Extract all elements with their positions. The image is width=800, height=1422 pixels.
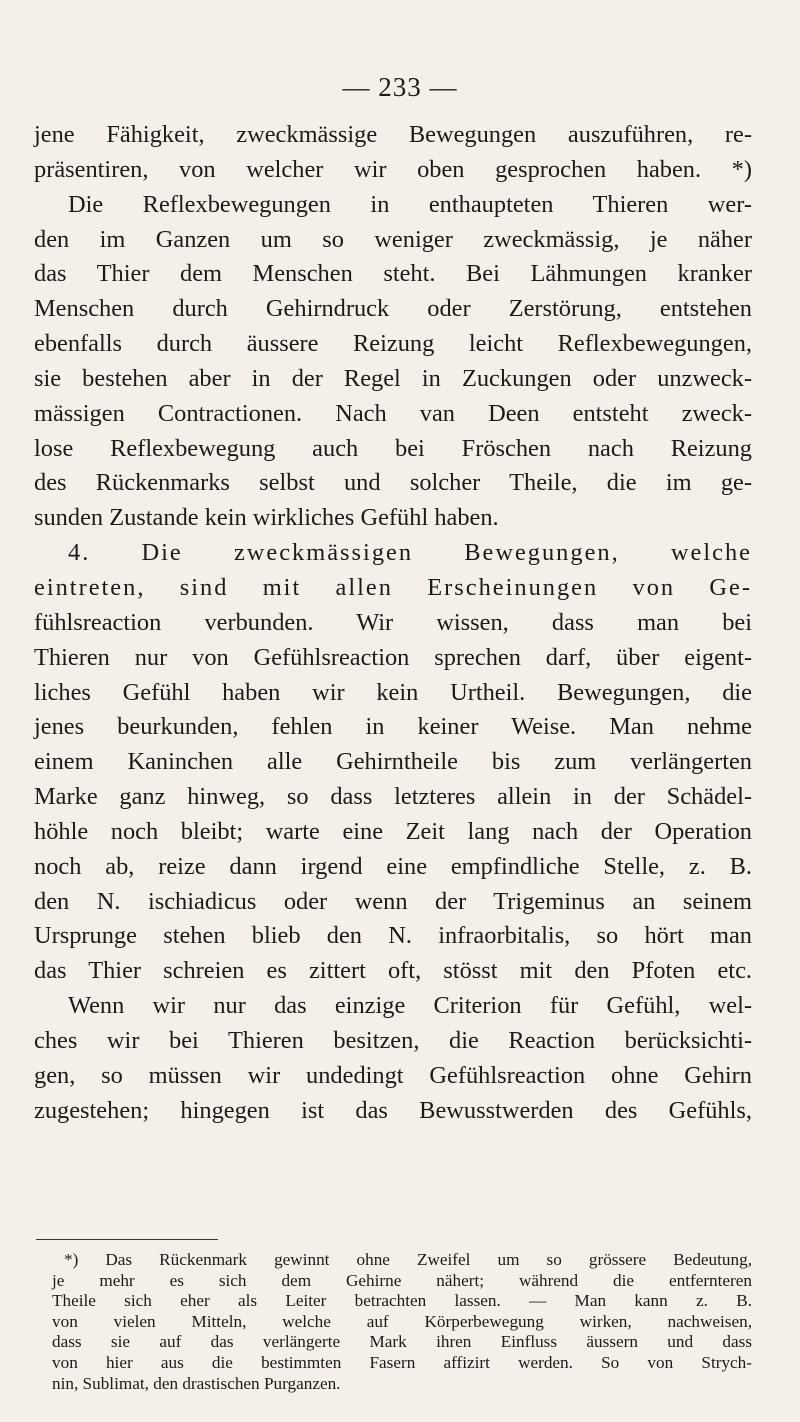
text-line: Thieren nur von Gefühlsreaction sprechen darf, über eigent-	[34, 643, 752, 671]
footnote-line: je mehr es sich dem Gehirne nähert; während die entfernteren	[52, 1270, 752, 1290]
text-line: das Thier dem Menschen steht. Bei Lähmungen kranker	[34, 260, 752, 288]
text-line: lose Reflexbewegung auch bei Fröschen nach Reizung	[34, 434, 752, 462]
text-line: Wenn wir nur das einzige Criterion für Gefühl, wel-	[68, 992, 752, 1020]
text-line: liches Gefühl haben wir kein Urtheil. Bewegungen, die	[34, 678, 752, 706]
text-line: noch ab, reize dann irgend eine empfindliche Stelle, z. B.	[34, 852, 752, 880]
text-line: ebenfalls durch äussere Reizung leicht Reflexbewegungen,	[34, 330, 752, 358]
text-line: eintreten, sind mit allen Erscheinungen von Ge-	[34, 573, 752, 601]
page-number-header: — 233 —	[342, 72, 458, 102]
text-line: sunden Zustande kein wirkliches Gefühl haben.	[34, 504, 499, 532]
text-line: jenes beurkunden, fehlen in keiner Weise. Man nehme	[34, 713, 752, 741]
text-line: präsentiren, von welcher wir oben gesprochen haben. *)	[34, 155, 752, 183]
text-line: Ursprunge stehen blieb den N. infraorbitalis, so hört man	[34, 922, 752, 950]
text-line: sie bestehen aber in der Regel in Zuckungen oder unzweck-	[34, 364, 752, 392]
footnote-divider	[36, 1239, 218, 1240]
footnote-line: von vielen Mitteln, welche auf Körperbewegung wirken, nachweisen,	[52, 1311, 752, 1331]
footnote-line: nin, Sublimat, den drastischen Purganzen.	[52, 1373, 341, 1393]
text-line: fühlsreaction verbunden. Wir wissen, dass man bei	[34, 608, 752, 636]
text-line: Menschen durch Gehirndruck oder Zerstörung, entstehen	[34, 295, 752, 323]
footnote-line: Theile sich eher als Leiter betrachten lassen. — Man kann z. B.	[52, 1291, 752, 1311]
text-line: einem Kaninchen alle Gehirntheile bis zum verlängerten	[34, 748, 752, 776]
footnote	[52, 1250, 752, 1394]
main-text	[34, 118, 752, 1128]
text-line: gen, so müssen wir undedingt Gefühlsreaction ohne Gehirn	[34, 1061, 752, 1089]
text-line: höhle noch bleibt; warte eine Zeit lang nach der Operation	[34, 817, 752, 845]
text-line: mässigen Contractionen. Nach van Deen entsteht zweck-	[34, 399, 752, 427]
text-line: jene Fähigkeit, zweckmässige Bewegungen auszuführen, re-	[34, 121, 752, 148]
text-line: den im Ganzen um so weniger zweckmässig, je näher	[34, 225, 752, 253]
text-line: Die Reflexbewegungen in enthaupteten Thieren wer-	[68, 190, 752, 218]
footnote-line: *) Das Rückenmark gewinnt ohne Zweifel um so grössere Bedeutung,	[64, 1250, 752, 1269]
text-line: des Rückenmarks selbst und solcher Theile, die im ge-	[34, 469, 752, 497]
text-line: zugestehen; hingegen ist das Bewusstwerden des Gefühls,	[34, 1096, 752, 1124]
text-line: den N. ischiadicus oder wenn der Trigeminus an seinem	[34, 887, 752, 915]
text-line: 4. Die zweckmässigen Bewegungen, welche	[68, 539, 752, 567]
footnote-line: von hier aus die bestimmten Fasern affizirt werden. So von Strych-	[52, 1352, 752, 1372]
text-line: Marke ganz hinweg, so dass letzteres allein in der Schädel-	[34, 783, 752, 811]
footnote-line: dass sie auf das verlängerte Mark ihren Einfluss äussern und dass	[52, 1332, 752, 1352]
text-line: das Thier schreien es zittert oft, stösst mit den Pfoten etc.	[34, 957, 752, 985]
text-line: ches wir bei Thieren besitzen, die Reaction berücksichti-	[34, 1026, 752, 1054]
